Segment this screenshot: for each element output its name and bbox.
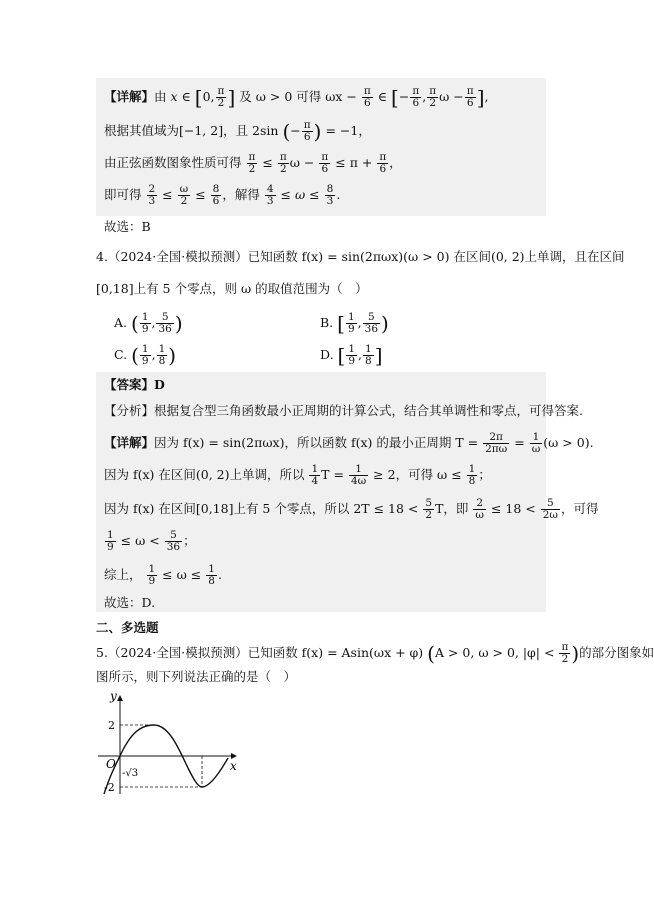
prev-explain-line-4: 即可得 $\frac{2}{3}$ ≤ $\frac{\omega}{2}$ ≤ $\frac{8}{6}$ ，解得 $\frac{4}{3}$ ≤ ω ≤ $\frac{8}{3}$ . — [104, 183, 341, 207]
q4-explain-line-5: 综上， $\frac{1}{9}$ ≤ ω ≤ $\frac{1}{8}$ . — [104, 563, 222, 587]
q4-option-d[interactable]: D. [ $\frac{1}{9}$ , $\frac{1}{8}$ ] — [320, 343, 383, 368]
origin-label: O — [106, 757, 116, 771]
q4-stem-line-2: [0,18]上有 5 个零点，则 ω 的取值范围为（ ） — [96, 281, 368, 296]
y-min-label: -2 — [104, 781, 115, 794]
x-axis-label: x — [230, 759, 237, 773]
prev-explain-line-1: 【详解】由 x ∈ [0, $\frac{\pi}{2}$ ] 及 ω > 0 可得 ωx − $\frac{\pi}{6}$ ∈ [− $\frac{\pi}{6}$ , $\frac{\pi}{2}$ ω − $\frac{\pi}{6}$ ], — [104, 85, 489, 110]
q4-option-a[interactable]: A. ( $\frac{1}{9}$ , $\frac{5}{36}$ ) — [114, 311, 183, 336]
q4-analysis: 【分析】根据复合型三角函数最小正周期的计算公式，结合其单调性和零点，可得答案. — [104, 403, 583, 418]
q4-explain-line-2: 因为 f(x) 在区间(0, 2)上单调，所以 $\frac{1}{4}$ T = $\frac{1}{4\omega}$ ≥ 2，可得 ω ≤ $\frac{1}{8}$ ； — [104, 463, 491, 487]
y-axis-label: y — [110, 689, 117, 703]
sine-curve — [104, 725, 228, 794]
q5-stem-line-2: 图所示，则下列说法正确的是（ ） — [96, 669, 297, 684]
q4-option-b[interactable]: B. [ $\frac{1}{9}$ , $\frac{5}{36}$ ) — [320, 311, 389, 336]
q4-stem-line-1: 4.（2024·全国·模拟预测）已知函数 f(x) = sin(2πωx)(ω > 0) 在区间(0, 2)上单调，且在区间 — [96, 249, 625, 264]
q4-explain-line-4: $\frac{1}{9}$ ≤ ω < $\frac{5}{36}$ ； — [107, 529, 196, 553]
prev-answer: 故选：B — [104, 219, 151, 234]
q4-explain-line-3: 因为 f(x) 在区间[0,18]上有 5 个零点，所以 2T ≤ 18 < $\frac{5}{2}$ T，即 $\frac{2}{\omega}$ ≤ 18 < $\frac{5}{2\omega}$ ，可得 — [104, 497, 599, 521]
y-intercept-label: -√3 — [122, 768, 139, 779]
section-title: 二、多选题 — [96, 620, 159, 635]
q5-stem-line-1: 5.（2024·全国·模拟预测）已知函数 f(x) = Asin(ωx + φ) (A > 0, ω > 0, |φ| < $\frac{\pi}{2}$ )的部分图象如 — [96, 641, 654, 666]
q5-sine-graph — [96, 690, 246, 800]
prev-explain-line-3: 由正弦函数图象性质可得 $\frac{\pi}{2}$ ≤ $\frac{\pi}{2}$ ω − $\frac{\pi}{6}$ ≤ π + $\frac{\pi}{6}$ ， — [104, 151, 402, 175]
q4-final-answer: 故选：D. — [104, 595, 156, 610]
y-max-label: 2 — [108, 719, 115, 732]
prev-explain-line-2: 根据其值域为[−1, 2]，且 2sin (− $\frac{\pi}{6}$ ) = −1， — [104, 119, 371, 144]
q4-explain-line-1: 【详解】因为 f(x) = sin(2πωx)，所以函数 f(x) 的最小正周期 T = $\frac{2\pi}{2\pi\omega}$ = $\frac{1}{\omega}$ (ω > 0). — [104, 431, 594, 455]
q4-answer: 【答案】D — [104, 377, 165, 392]
frac: $\frac{\pi}{2}$ — [217, 85, 225, 109]
q4-option-c[interactable]: C. ( $\frac{1}{9}$ , $\frac{1}{8}$ ) — [114, 343, 177, 368]
